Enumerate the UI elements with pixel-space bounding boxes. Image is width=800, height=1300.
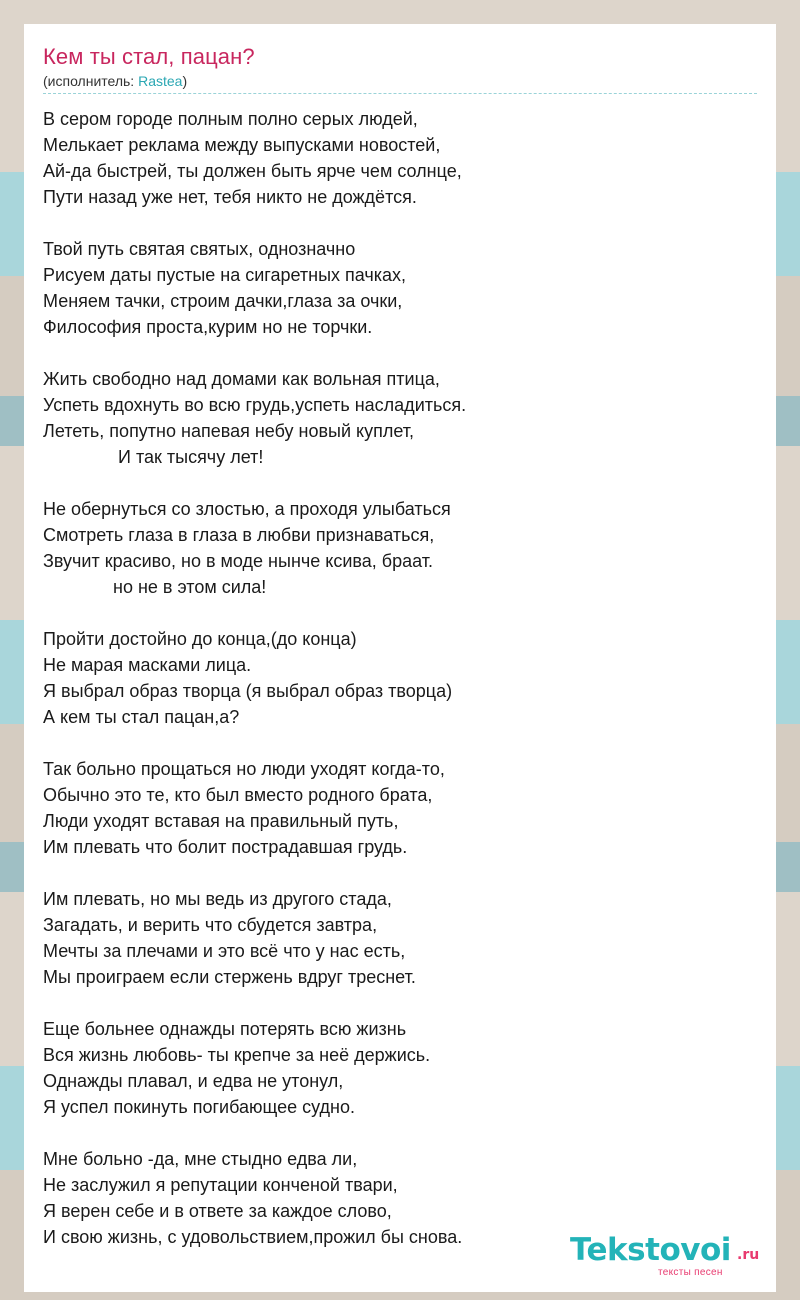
- lyric-line: Вся жизнь любовь- ты крепче за неё держись.: [43, 1045, 431, 1065]
- stanza-gap: [43, 340, 466, 366]
- lyric-line: Рисуем даты пустые на сигаретных пачках,: [43, 265, 407, 285]
- lyric-line: Жить свободно над домами как вольная птица,: [43, 369, 440, 389]
- title-divider: [43, 93, 757, 94]
- artist-link[interactable]: Rastea: [138, 73, 183, 89]
- song-title: Кем ты стал, пацан?: [43, 44, 255, 69]
- lyric-line: Им плевать что болит пострадавшая грудь.: [43, 837, 408, 857]
- lyric-line: И свою жизнь, с удовольствием,прожил бы снова.: [43, 1227, 463, 1247]
- lyric-line: Загадать, и верить что сбудется завтра,: [43, 915, 378, 935]
- lyric-line: Лететь, попутно напевая небу новый куплет,: [43, 421, 414, 441]
- lyric-line: Я выбрал образ творца (я выбрал образ творца): [43, 681, 453, 701]
- logo-domain: .ru: [737, 1247, 760, 1263]
- stanza-gap: [43, 860, 466, 886]
- lyric-line: Обычно это те, кто был вместо родного брата,: [43, 785, 433, 805]
- lyric-line: Философия проста,курим но не торчки.: [43, 317, 373, 337]
- lyric-line: Мелькает реклама между выпусками новостей,: [43, 135, 441, 155]
- lyric-line: Так больно прощаться но люди уходят когда-то,: [43, 759, 445, 779]
- lyric-line: Твой путь святая святых, однозначно: [43, 239, 356, 259]
- lyric-line: Я успел покинуть погибающее судно.: [43, 1097, 355, 1117]
- lyric-line: Однажды плавал, и едва не утонул,: [43, 1071, 344, 1091]
- lyric-line: Не заслужил я репутации конченой твари,: [43, 1175, 398, 1195]
- logo-tagline: тексты песен: [658, 1267, 723, 1278]
- lyric-line: Меняем тачки, строим дачки,глаза за очки,: [43, 291, 403, 311]
- stanza-gap: [43, 600, 466, 626]
- lyric-line: Мне больно -да, мне стыдно едва ли,: [43, 1149, 358, 1169]
- watermark-logo: [570, 1232, 770, 1282]
- lyric-line: Мечты за плечами и это всё что у нас есть,: [43, 941, 406, 961]
- lyric-line: Им плевать, но мы ведь из другого стада,: [43, 889, 392, 909]
- lyric-line: В сером городе полным полно серых людей,: [43, 109, 418, 129]
- stanza-gap: [43, 990, 466, 1016]
- lyric-line: Пути назад уже нет, тебя никто не дождётся.: [43, 187, 417, 207]
- lyric-line: Люди уходят вставая на правильный путь,: [43, 811, 399, 831]
- performer-line: [43, 73, 187, 89]
- lyric-line: А кем ты стал пацан,а?: [43, 707, 240, 727]
- lyric-line: Звучит красиво, но в моде нынче ксива, браат.: [43, 551, 433, 571]
- lyrics-text: [43, 106, 466, 1250]
- lyric-line: Мы проиграем если стержень вдруг треснет.: [43, 967, 416, 987]
- lyric-line: И так тысячу лет!: [43, 447, 264, 467]
- stanza-gap: [43, 730, 466, 756]
- stanza-gap: [43, 1120, 466, 1146]
- lyric-line: Успеть вдохнуть во всю грудь,успеть насладиться.: [43, 395, 467, 415]
- lyric-line: Не обернуться со злостью, а проходя улыбаться: [43, 499, 451, 519]
- performer-suffix: ): [182, 73, 188, 89]
- lyric-line: Не марая масками лица.: [43, 655, 252, 675]
- lyric-line: Смотреть глаза в глаза в любви признаваться,: [43, 525, 435, 545]
- stanza-gap: [43, 470, 466, 496]
- lyrics-card: [24, 24, 776, 1292]
- lyric-line: Еще больнее однажды потерять всю жизнь: [43, 1019, 407, 1039]
- logo-text: Tekstovoi: [570, 1232, 731, 1268]
- lyric-line: Ай-да быстрей, ты должен быть ярче чем солнце,: [43, 161, 462, 181]
- performer-prefix: (исполнитель:: [43, 73, 139, 89]
- lyric-line: Пройти достойно до конца,(до конца): [43, 629, 357, 649]
- lyric-line: но не в этом сила!: [43, 577, 267, 597]
- stanza-gap: [43, 210, 466, 236]
- lyric-line: Я верен себе и в ответе за каждое слово,: [43, 1201, 392, 1221]
